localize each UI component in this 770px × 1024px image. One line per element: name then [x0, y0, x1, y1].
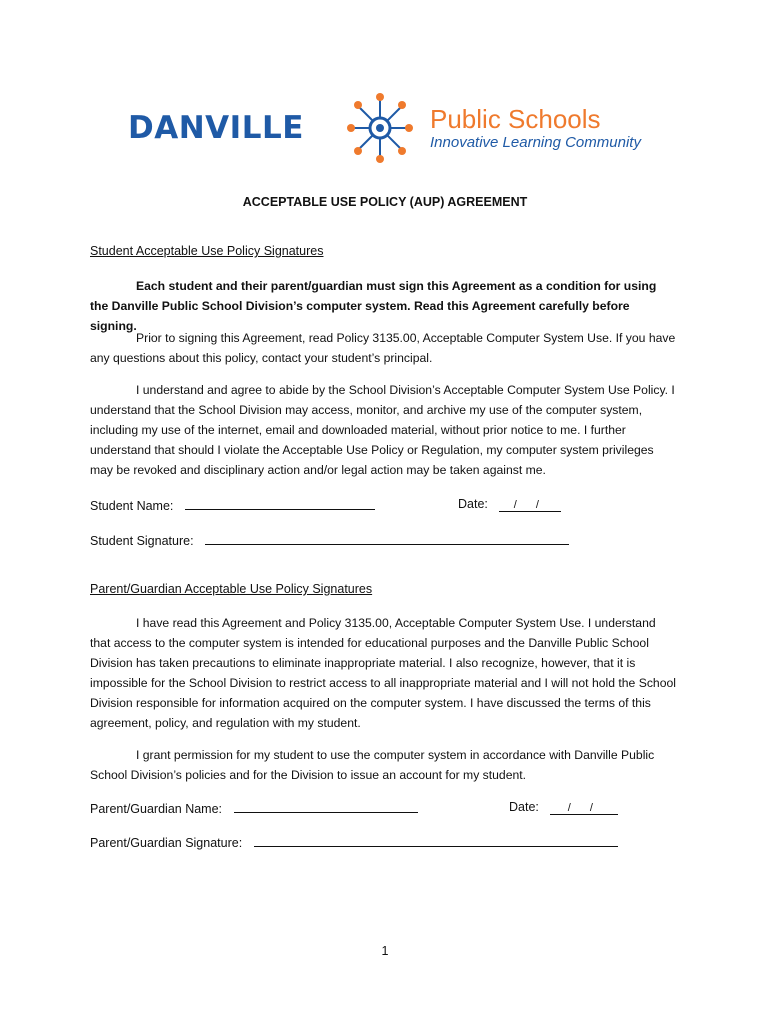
parent-date-label: Date:: [509, 800, 539, 814]
student-name-label: Student Name:: [90, 499, 174, 513]
parent-date-field[interactable]: [509, 800, 618, 815]
logo-tagline: Innovative Learning Community: [430, 134, 641, 151]
student-signature-line[interactable]: [205, 532, 569, 545]
parent-date-line[interactable]: / /: [550, 802, 618, 815]
parent-name-field[interactable]: [90, 800, 418, 816]
student-name-field[interactable]: [90, 497, 375, 513]
student-section-heading: Student Acceptable Use Policy Signatures: [90, 244, 324, 258]
parent-signature-field[interactable]: [90, 834, 618, 850]
student-intro-paragraph: Each student and their parent/guardian must sign this Agreement as a condition for using the Danville Public School Division’s computer system. Read this Agreement carefully before signing.: [90, 279, 657, 333]
student-date-field[interactable]: [458, 497, 561, 512]
student-paragraph-1: Prior to signing this Agreement, read Policy 3135.00, Acceptable Computer System Use. If you have any questions about this policy, contact your student’s principal.: [90, 331, 676, 365]
student-date-label: Date:: [458, 497, 488, 511]
network-hub-icon: [346, 90, 414, 166]
parent-name-label: Parent/Guardian Name:: [90, 802, 223, 816]
logo-org-name: Public Schools: [430, 104, 601, 134]
parent-name-line[interactable]: [234, 800, 418, 813]
parent-section-heading: Parent/Guardian Acceptable Use Policy Signatures: [90, 582, 373, 596]
student-name-line[interactable]: [185, 497, 375, 510]
parent-signature-line[interactable]: [254, 834, 618, 847]
parent-paragraph-1: I have read this Agreement and Policy 3135.00, Acceptable Computer System Use. I understand that access to the computer system is intended for educational purposes and the Danville Public School Division has taken precautions to eliminate inappropriate material. I also recognize, however, that it is impossible for the School Division to restrict access to all inappropriate material and I will not hold the School Division responsible for information acquired on the computer system. I have discussed the terms of this agreement, policy, and regulation with my student.: [90, 616, 676, 730]
student-paragraph-2: I understand and agree to abide by the School Division’s Acceptable Computer System Use Policy. I understand that the School Division may access, monitor, and archive my use of the computer system, including my use of the internet, email and downloaded material, without prior notice to me. I further understand that should I violate the Acceptable Use Policy or Regulation, my computer system privileges may be revoked and disciplinary action and/or legal action may be taken against me.: [90, 383, 675, 477]
danville-logo: [128, 90, 648, 166]
page-number: 1: [381, 944, 389, 958]
logo-wordmark: DANVILLE: [128, 110, 304, 146]
document-title: ACCEPTABLE USE POLICY (AUP) AGREEMENT: [242, 195, 528, 209]
parent-paragraph-2: I grant permission for my student to use the computer system in accordance with Danville Public School Division’s policies and for the Division to issue an account for my student.: [90, 748, 655, 782]
parent-signature-label: Parent/Guardian Signature:: [90, 836, 243, 850]
student-date-line[interactable]: / /: [499, 499, 561, 512]
student-signature-field[interactable]: [90, 532, 569, 548]
student-signature-label: Student Signature:: [90, 534, 194, 548]
